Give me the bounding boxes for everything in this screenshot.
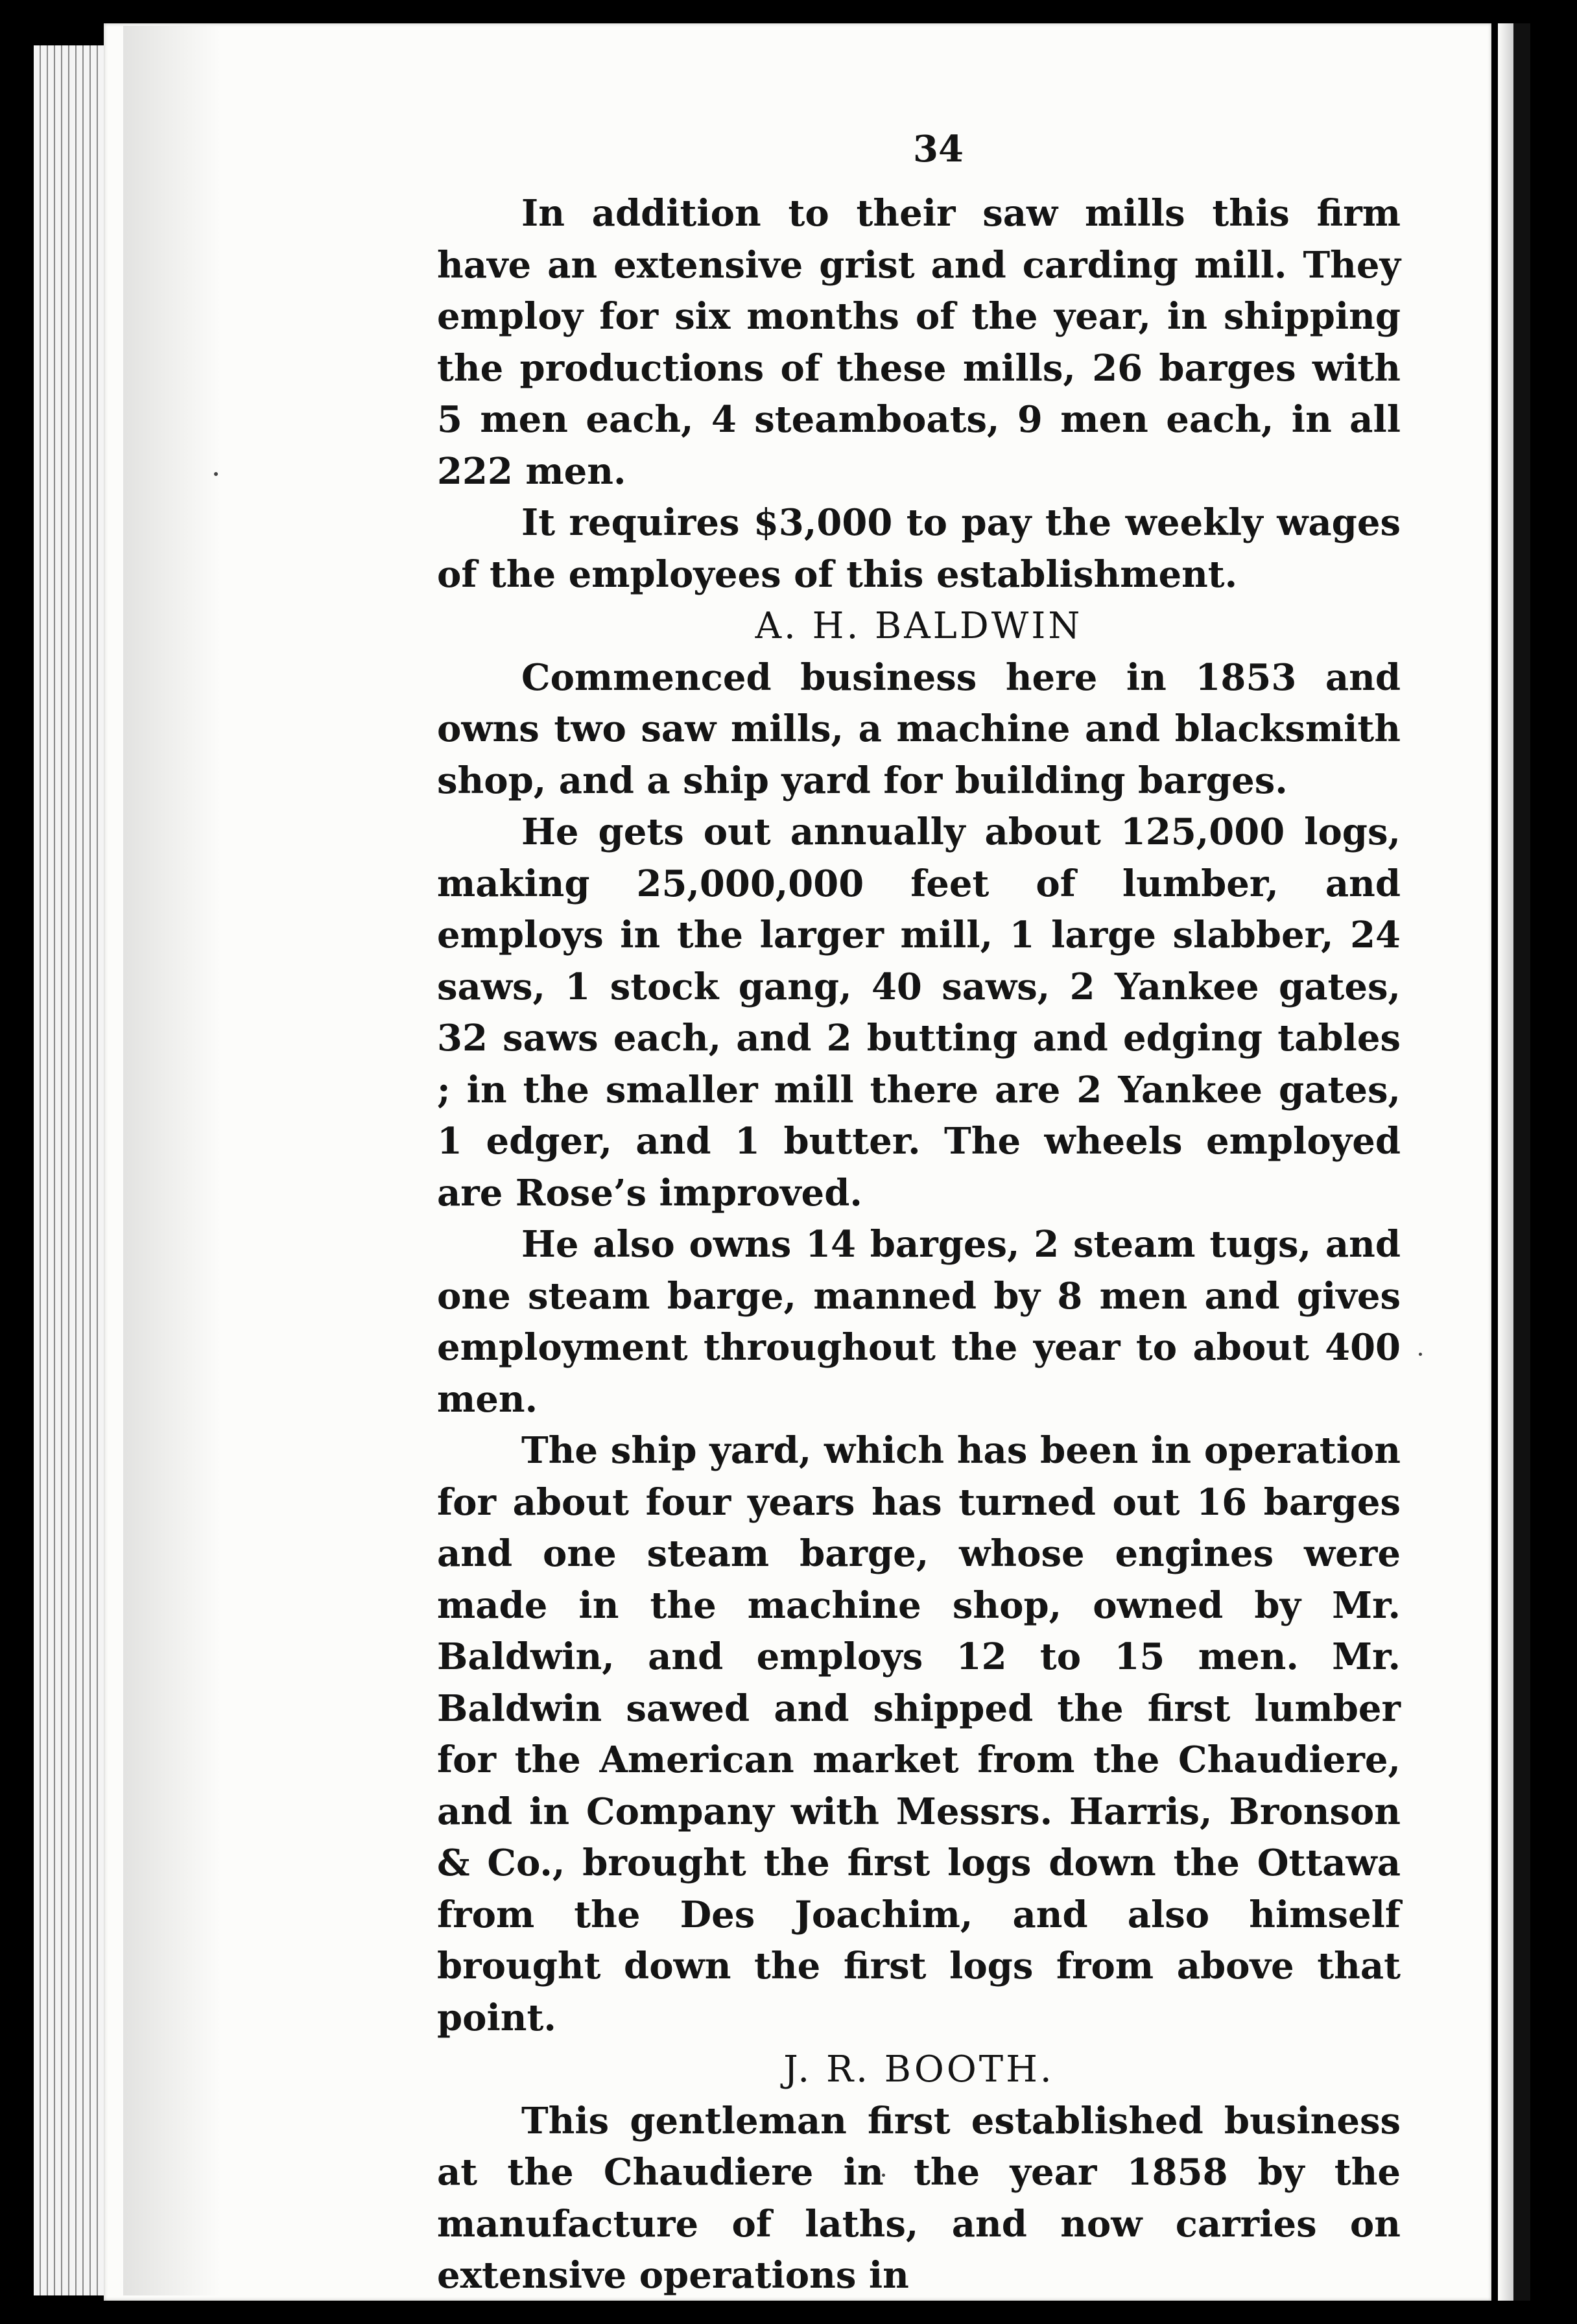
- section-heading-baldwin: A. H. BALDWIN: [755, 605, 1083, 647]
- page-right-edge: [1498, 23, 1513, 2301]
- paragraph: It requires $3,000 to pay the weekly wages of the employees of this establishment.: [437, 501, 1401, 596]
- page-text: [437, 130, 1401, 2302]
- print-speck: [1419, 1353, 1422, 1356]
- paragraph: Commenced business here in 1853 and owns two saw mills, a machine and blacksmith shop, and a ship yard for building barges.: [437, 656, 1401, 802]
- paragraph: In addition to their saw mills this firm have an extensive grist and carding mill. They employ for six months of the year, in shipping the productions of these mills, 26 barges with 5 men each, 4 steamboats, 9 men each, in all 222 men.: [437, 192, 1401, 493]
- page-gutter-shadow: [123, 26, 220, 2295]
- paragraph: This gentleman first established business at the Chaudiere in the year 1858 by the manufacture of laths, and now carries on extensive operations in: [437, 2099, 1401, 2297]
- paragraph: He gets out annually about 125,000 logs, making 25,000,000 feet of lumber, and employs in the larger mill, 1 large slabber, 24 saws, 1 stock gang, 40 saws, 2 Yankee gates, 32 saws each, and 2 butting and edging tables ; in the smaller mill there are 2 Yankee gates, 1 edger, and 1 butter. The wheels employed are Rose’s improved.: [437, 811, 1401, 1215]
- book-spine: [1513, 23, 1530, 2301]
- print-speck: [214, 472, 218, 476]
- paragraph: He also owns 14 barges, 2 steam tugs, and one steam barge, manned by 8 men and gives employment throughout the year to about 400 men.: [437, 1223, 1401, 1421]
- page-number: 34: [913, 128, 964, 171]
- section-heading-booth: J. R. BOOTH.: [783, 2048, 1054, 2091]
- paragraph: The ship yard, which has been in operation for about four years has turned out 16 barges and one steam barge, whose engines were made in the machine shop, owned by Mr. Baldwin, and employs 12 to 15 men. Mr. Baldwin sawed and shipped the first lumber for the American market from the Chaudiere, and in Company with Messrs. Harris, Bronson & Co., brought the first logs down the Ottawa from the Des Joachim, and also himself brought down the first logs from above that point.: [437, 1429, 1401, 2039]
